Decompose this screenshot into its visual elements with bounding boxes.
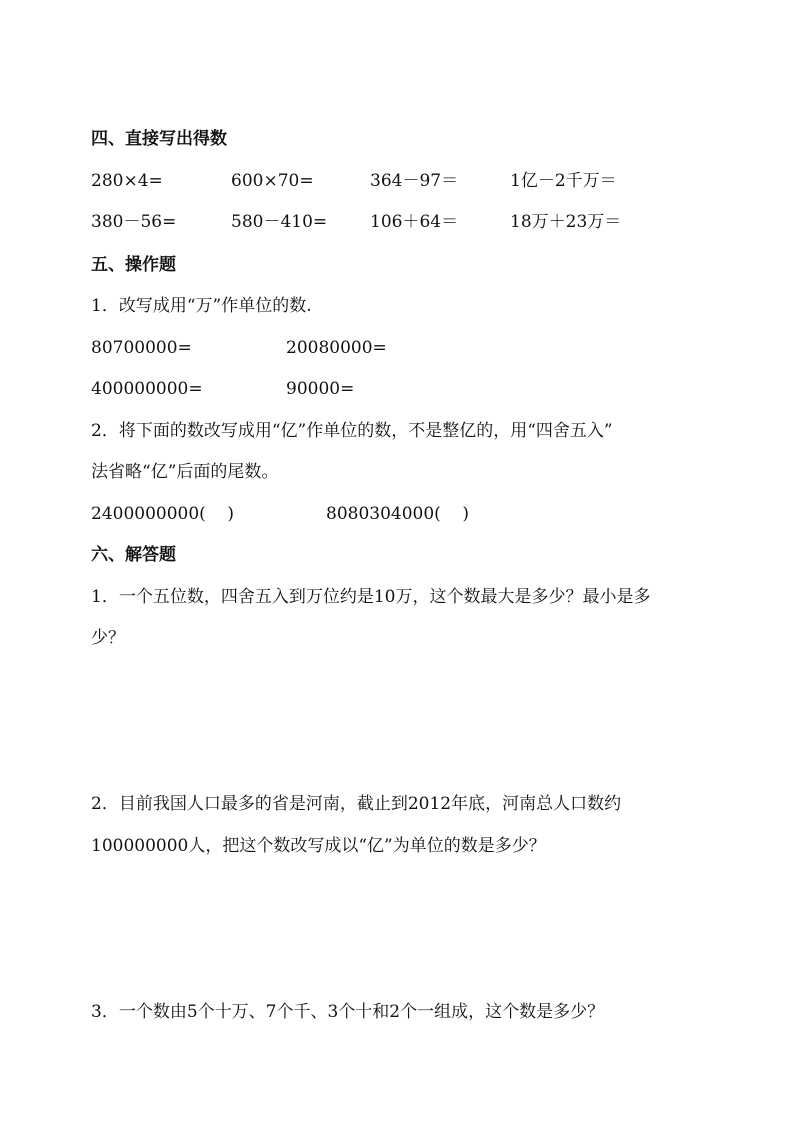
calc-item: 580－410= xyxy=(231,212,328,232)
calc-item: 364－97＝ xyxy=(370,171,459,191)
section6-question-1-line1: 1．一个五位数，四舍五入到万位约是10万，这个数最大是多少？最小是多 xyxy=(91,587,651,607)
round-item: 2400000000( ) xyxy=(91,504,235,524)
section5-question-1: 1．改写成用“万”作单位的数. xyxy=(91,296,312,316)
calc-item: 18万＋23万＝ xyxy=(510,212,622,232)
calc-item: 600×70= xyxy=(231,171,314,191)
rewrite-item: 80700000= xyxy=(91,338,192,358)
rewrite-item: 400000000= xyxy=(91,379,203,399)
section5-question-2-line1: 2．将下面的数改写成用“亿”作单位的数，不是整亿的，用“四舍五入” xyxy=(91,421,613,441)
section6-title: 六、解答题 xyxy=(91,545,176,565)
calc-item: 106＋64＝ xyxy=(370,212,459,232)
round-item: 8080304000( ) xyxy=(326,504,470,524)
section6-question-2-line2: 100000000人，把这个数改写成以“亿”为单位的数是多少？ xyxy=(91,836,546,856)
section6-question-1-line2: 少？ xyxy=(91,628,125,648)
rewrite-item: 20080000= xyxy=(286,338,387,358)
section5-question-2-line2: 法省略“亿”后面的尾数。 xyxy=(91,462,279,482)
section6-question-2-line1: 2．目前我国人口最多的省是河南，截止到2012年底，河南总人口数约 xyxy=(91,794,622,814)
section4-title: 四、直接写出得数 xyxy=(91,129,227,149)
section6-question-3: 3．一个数由5个十万、7个千、3个十和2个一组成，这个数是多少？ xyxy=(91,1002,605,1022)
calc-item: 280×4= xyxy=(91,171,163,191)
calc-item: 380－56= xyxy=(91,212,177,232)
calc-item: 1亿－2千万＝ xyxy=(510,171,617,191)
rewrite-item: 90000= xyxy=(286,379,355,399)
section5-title: 五、操作题 xyxy=(91,255,176,275)
